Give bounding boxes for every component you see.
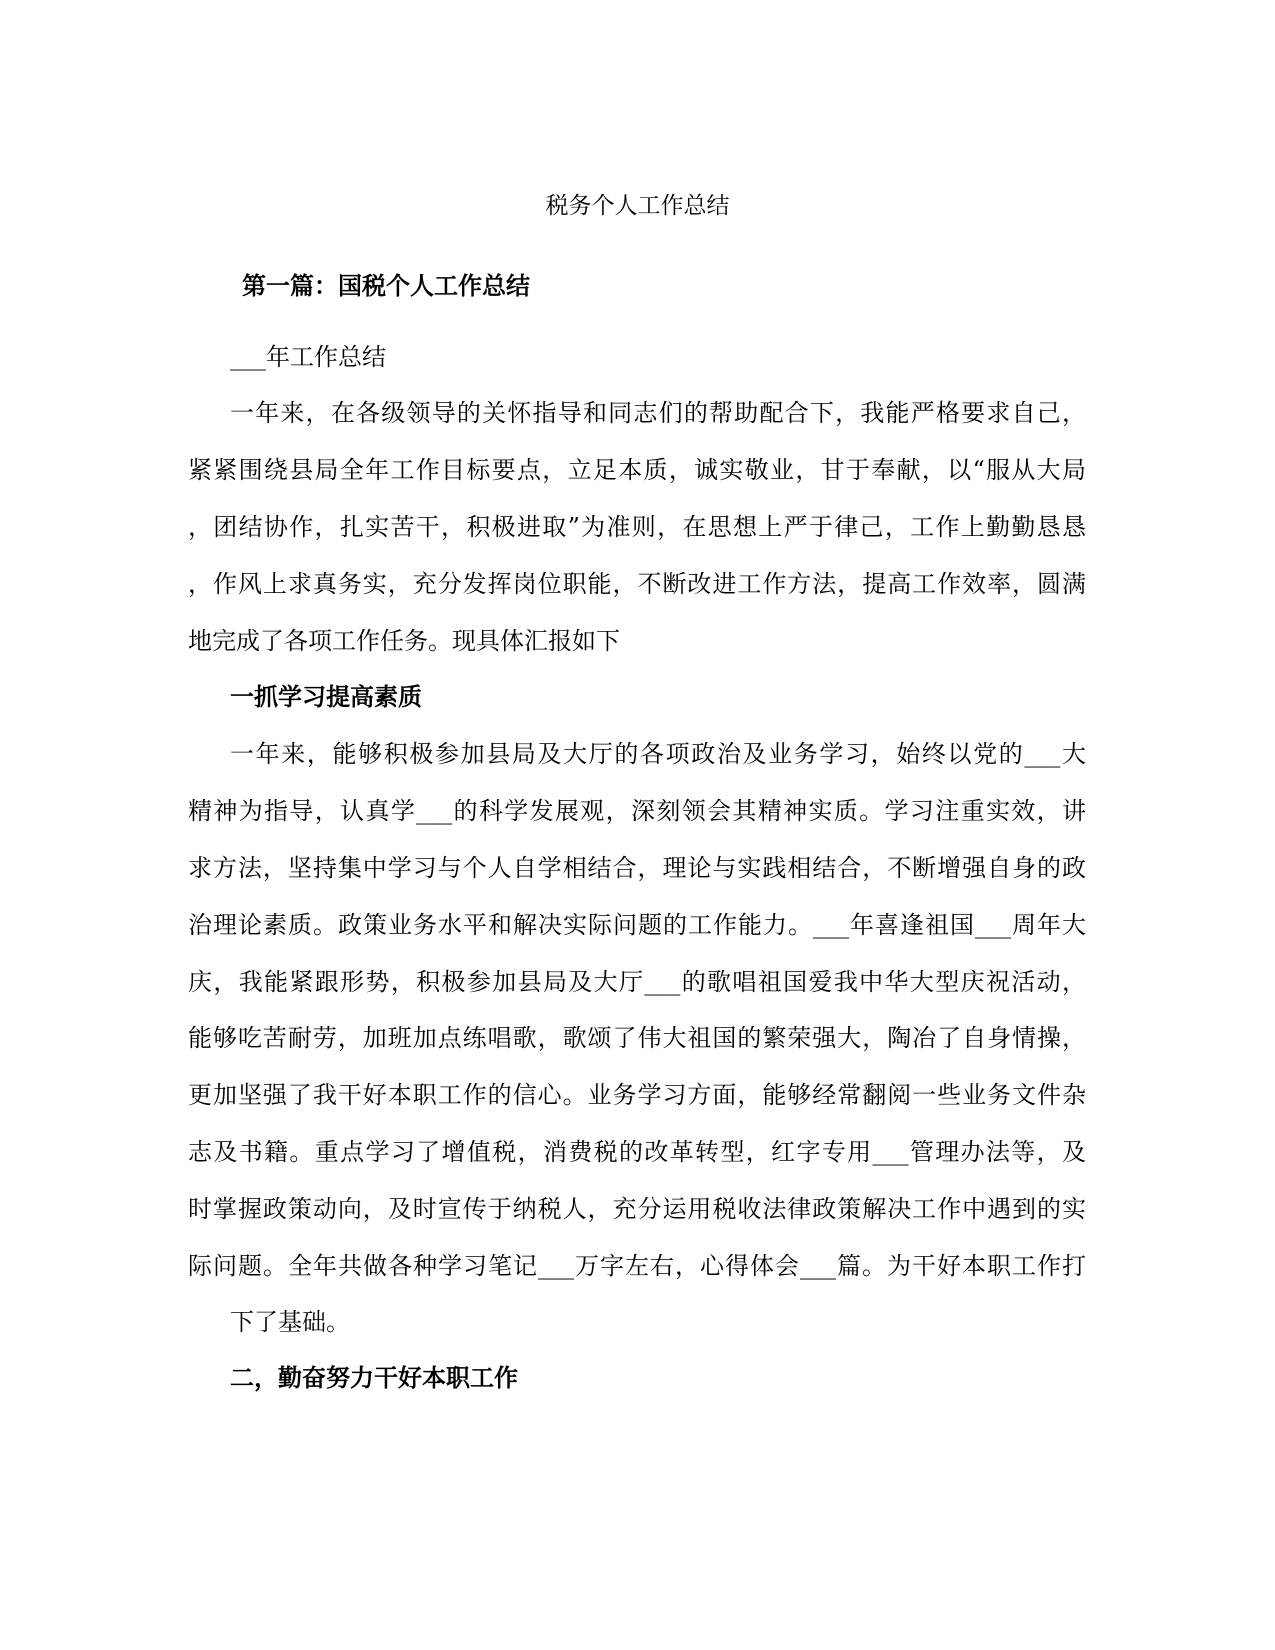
section-two-heading: 二，勤奋努力干好本职工作 xyxy=(230,1363,518,1392)
section-one-line: 志及书籍。重点学习了增值税，消费税的改革转型，红字专用___管理办法等，及 xyxy=(188,1138,1086,1166)
section-one-line: 能够吃苦耐劳，加班加点练唱歌，歌颂了伟大祖国的繁荣强大，陶冶了自身情操， xyxy=(188,1024,1086,1052)
section-one-heading: 一抓学习提高素质 xyxy=(230,682,422,711)
section-one-line: 庆，我能紧跟形势，积极参加县局及大厅___的歌唱祖国爱我中华大型庆祝活动， xyxy=(188,968,1086,996)
section-one-line: 际问题。全年共做各种学习笔记___万字左右，心得体会___篇。为干好本职工作打 xyxy=(188,1252,1086,1280)
intro-line: 紧紧围绕县局全年工作目标要点，立足本质，诚实敬业，甘于奉献，以“服从大局 xyxy=(188,456,1086,484)
intro-line: 地完成了各项工作任务。现具体汇报如下 xyxy=(188,627,620,655)
chapter-heading: 第一篇：国税个人工作总结 xyxy=(242,271,530,300)
document-title: 税务个人工作总结 xyxy=(545,193,730,219)
section-one-line: 求方法，坚持集中学习与个人自学相结合，理论与实践相结合，不断增强自身的政 xyxy=(188,854,1086,882)
intro-line: ，作风上求真务实，充分发挥岗位职能，不断改进工作方法，提高工作效率，圆满 xyxy=(188,570,1086,598)
year-heading: ___年工作总结 xyxy=(230,343,386,371)
section-one-line: 下了基础。 xyxy=(230,1308,350,1336)
section-one-line: 治理论素质。政策业务水平和解决实际问题的工作能力。___年喜逢祖国___周年大 xyxy=(188,911,1086,939)
section-one-line: 更加坚强了我干好本职工作的信心。业务学习方面，能够经常翻阅一些业务文件杂 xyxy=(188,1081,1086,1109)
intro-line: 一年来，在各级领导的关怀指导和同志们的帮助配合下，我能严格要求自己， xyxy=(230,399,1086,427)
section-one-line: 时掌握政策动向，及时宣传于纳税人，充分运用税收法律政策解决工作中遇到的实 xyxy=(188,1195,1086,1223)
section-one-line: 一年来，能够积极参加县局及大厅的各项政治及业务学习，始终以党的___大 xyxy=(230,740,1086,768)
intro-line: ，团结协作，扎实苦干，积极进取”为准则，在思想上严于律己，工作上勤勤恳恳 xyxy=(188,513,1086,541)
section-one-line: 精神为指导，认真学___的科学发展观，深刻领会其精神实质。学习注重实效，讲 xyxy=(188,797,1086,825)
